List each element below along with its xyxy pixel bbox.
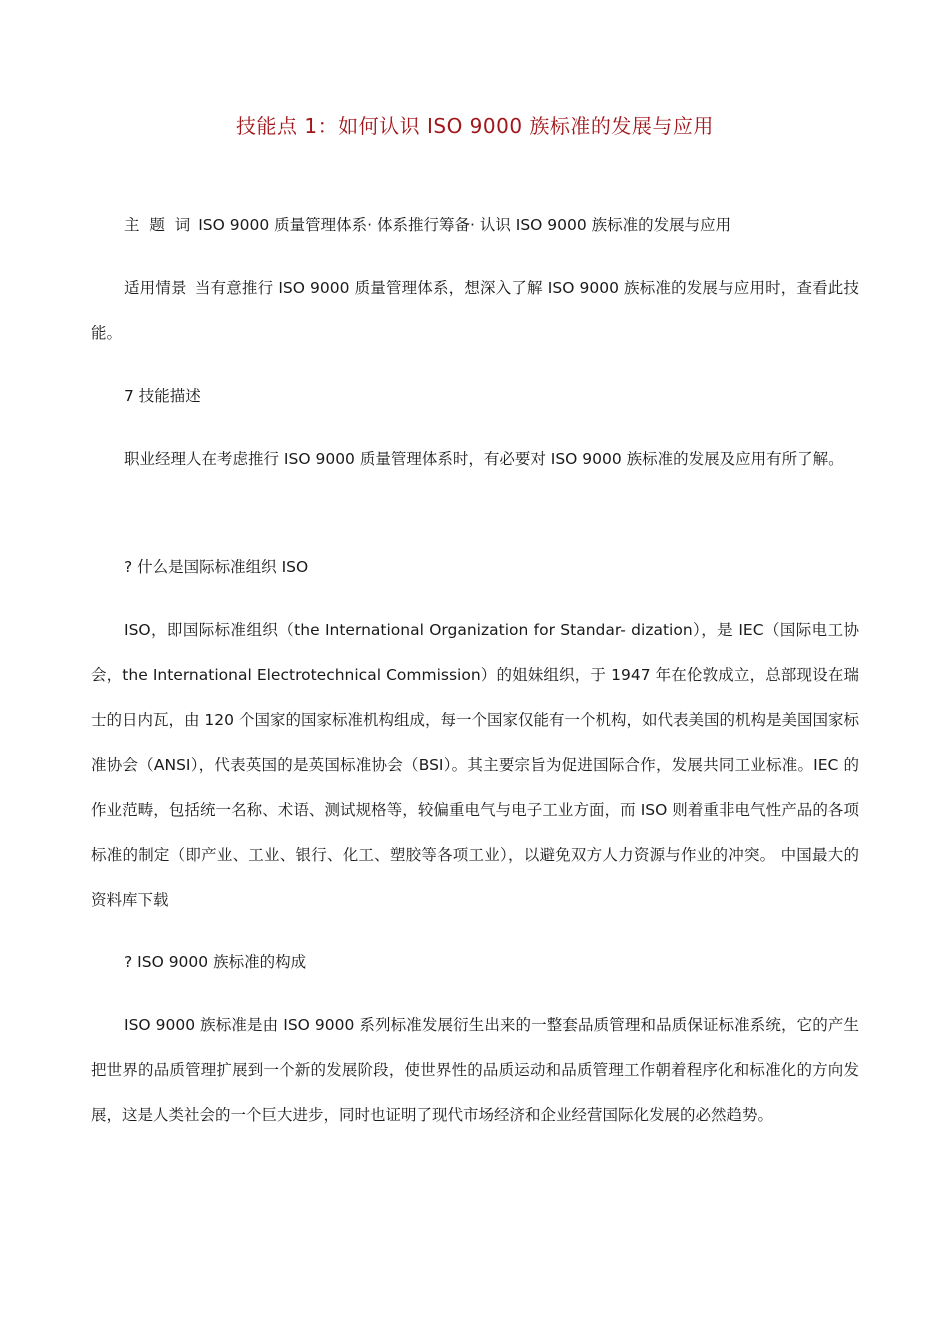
scenario-label: 适用情景 bbox=[124, 279, 187, 297]
iso-paragraph: ISO，即国际标准组织（the International Organization for Standar- dization），是 IEC（国际电工协会，the International Electrotechnical Commission）的姐妹组织，于 1947 年在伦敦成立，总部现设在瑞士的日内瓦，由 120 个国家的国家标准机构组成，每一个国家仅能有一个机构，如代表美国的机构是美国国家标准协会（ANSI），代表英国的是英国标准协会（BSI）。其主要宗旨为促进国际合作，发展共同工业标准。IEC 的作业范畴，包括统一名称、术语、测试规格等，较偏重电气与电子工业方面，而 ISO 则着重非电气性产品的各项标准的制定（即产业、工业、银行、化工、塑胶等各项工业），以避免双方人力资源与作业的冲突。 中国最大的资料库下载 bbox=[91, 621, 859, 909]
section-heading-description: 7 技能描述 bbox=[124, 387, 201, 405]
scenario-text: 当有意推行 ISO 9000 质量管理体系，想深入了解 ISO 9000 族标准的发展与应用时，查看此技能。 bbox=[91, 279, 859, 342]
keywords-label: 主 题 词 bbox=[124, 216, 191, 234]
section-heading-composition: ? ISO 9000 族标准的构成 bbox=[124, 953, 307, 971]
description-paragraph: 职业经理人在考虑推行 ISO 9000 质量管理体系时，有必要对 ISO 9000 族标准的发展及应用有所了解。 bbox=[124, 450, 844, 468]
keywords-line bbox=[124, 214, 731, 236]
keywords-text: ISO 9000 质量管理体系· 体系推行筹备· 认识 ISO 9000 族标准的发展与应用 bbox=[198, 216, 732, 234]
composition-paragraph: ISO 9000 族标准是由 ISO 9000 系列标准发展衍生出来的一整套品质管理和品质保证标准系统，它的产生把世界的品质管理扩展到一个新的发展阶段，使世界性的品质运动和品质管理工作朝着程序化和标准化的方向发展，这是人类社会的一个巨大进步，同时也证明了现代市场经济和企业经营国际化发展的必然趋势。 bbox=[91, 1016, 859, 1124]
section-heading-iso: ? 什么是国际标准组织 ISO bbox=[124, 558, 309, 576]
scenario-paragraph bbox=[91, 266, 859, 356]
page-title: 技能点 1：如何认识 ISO 9000 族标准的发展与应用 bbox=[236, 114, 714, 138]
